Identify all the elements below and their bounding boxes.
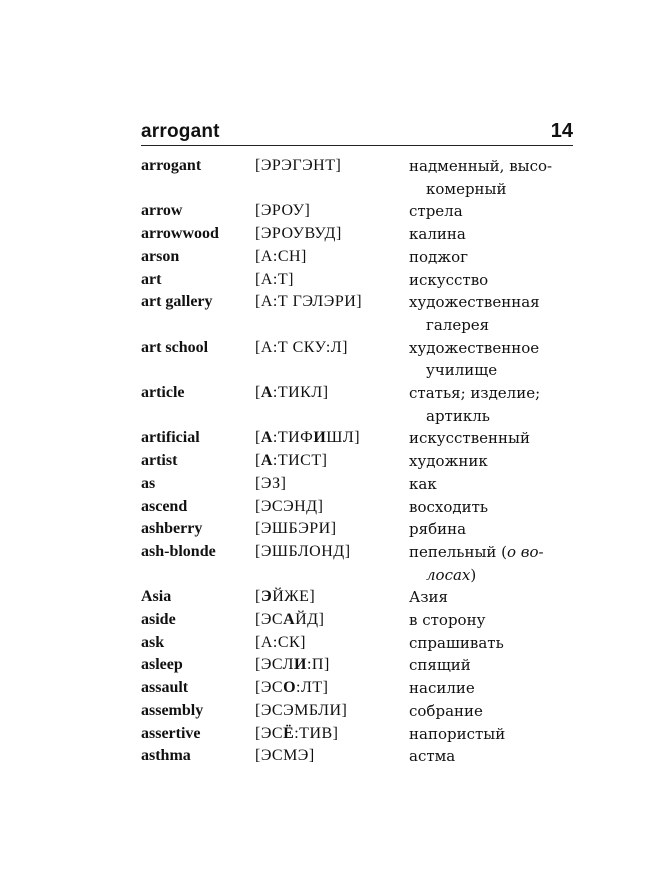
dictionary-entry [141,291,581,336]
entry-word: arrogant [141,157,202,174]
entry-pronunciation: [А:ТИСТ] [255,452,328,470]
entry-translation: напористый [409,724,506,743]
dictionary-entry [141,246,581,269]
entry-word: as [141,474,156,492]
entry-translation: художественная галерея [409,293,540,334]
entry-pronunciation: [А:ТИКЛ] [255,384,329,402]
entry-translation: поджог [409,247,468,266]
entry-pronunciation: [ЭЙЖЕ] [255,588,316,606]
dictionary-entry [141,700,581,723]
entry-translation: как [409,474,437,493]
dictionary-entry [141,223,581,246]
entry-word: article [141,384,185,402]
dictionary-entry [141,541,581,586]
dictionary-entry [141,677,581,700]
entry-word: arrowwood [141,225,219,243]
dictionary-entry [141,586,581,609]
dictionary-entry [141,269,581,292]
entry-word: ashberry [141,520,203,538]
entry-translation: статья; изделие; артикль [409,384,541,425]
entry-pronunciation: [А:СН] [255,247,307,265]
entry-pronunciation: [ЭШБЛОНД] [255,542,351,560]
entry-translation: художественное училище [409,338,540,380]
dictionary-entry [141,382,581,427]
entry-translation: восходить [409,497,489,516]
dictionary-entry [141,155,581,200]
entry-translation: художник [409,452,488,471]
entry-translation: Азия [409,588,449,607]
entry-word: ash-blonde [141,542,216,560]
entry-list [141,155,581,768]
dictionary-entry [141,337,581,382]
entry-translation: спящий [409,656,471,675]
entry-pronunciation: [А:Т ГЭЛЭРИ] [255,293,363,311]
entry-word: arson [141,247,180,265]
entry-translation: астма [409,747,456,766]
entry-word: art gallery [141,293,213,311]
entry-word: asleep [141,656,183,674]
entry-translation: насилие [409,679,475,698]
entry-word: asthma [141,747,191,765]
entry-pronunciation: [ЭСМЭ] [255,747,315,765]
entry-word: ask [141,633,165,651]
entry-pronunciation: [ЭСЭНД] [255,497,324,515]
entry-word: artificial [141,429,200,447]
dictionary-entry [141,518,581,541]
entry-word: assembly [141,701,204,719]
dictionary-entry [141,473,581,496]
dictionary-entry [141,723,581,746]
entry-translation: калина [409,225,466,244]
entry-pronunciation: [А:ТИФИШЛ] [255,429,361,447]
entry-pronunciation: [А:СК] [255,633,306,651]
running-header [141,115,573,143]
entry-pronunciation: [ЭСАЙД] [255,611,325,629]
entry-word: aside [141,611,176,629]
entry-translation: собрание [409,701,483,720]
entry-word: assertive [141,724,201,742]
page-number: 14 [550,120,573,142]
entry-pronunciation: [ЭСЭМБЛИ] [255,701,348,719]
dictionary-entry [141,200,581,223]
entry-word: arrow [141,202,183,220]
entry-pronunciation: [А:Т] [255,270,294,288]
dictionary-entry [141,496,581,519]
entry-pronunciation: [ЭСО:ЛТ] [255,679,329,697]
entry-pronunciation: [ЭЗ] [255,474,287,492]
dictionary-entry [141,450,581,473]
entry-word: artist [141,452,178,470]
dictionary-entry [141,632,581,655]
entry-word: art [141,270,162,288]
entry-translation: надменный, высо- комерный [409,157,553,198]
entry-word: ascend [141,497,188,515]
entry-pronunciation: [ЭСЁ:ТИВ] [255,724,339,742]
entry-pronunciation: [ЭРЭГЭНТ] [255,157,342,174]
header-rule [141,145,573,146]
entry-translation: пепельный (о во- лосах) [409,542,544,584]
dictionary-entry [141,745,581,768]
entry-pronunciation: [ЭСЛИ:П] [255,656,330,674]
entry-word: assault [141,679,189,697]
entry-pronunciation: [ЭРОУ] [255,202,311,220]
entry-translation: искусственный [409,429,530,448]
entry-pronunciation: [ЭШБЭРИ] [255,520,337,538]
dictionary-entry [141,609,581,632]
entry-pronunciation: [А:Т СКУ:Л] [255,338,348,356]
dictionary-entry [141,654,581,677]
running-headword: arrogant [141,121,220,142]
entry-translation: искусство [409,270,489,289]
entry-translation: в сторону [409,611,486,630]
entry-word: Asia [141,588,172,606]
entry-pronunciation: [ЭРОУВУД] [255,225,342,243]
entry-translation: стрела [409,202,463,221]
entry-translation: спрашивать [409,633,504,652]
entry-translation: рябина [409,520,467,539]
dictionary-entry [141,427,581,450]
entry-word: art school [141,338,209,356]
